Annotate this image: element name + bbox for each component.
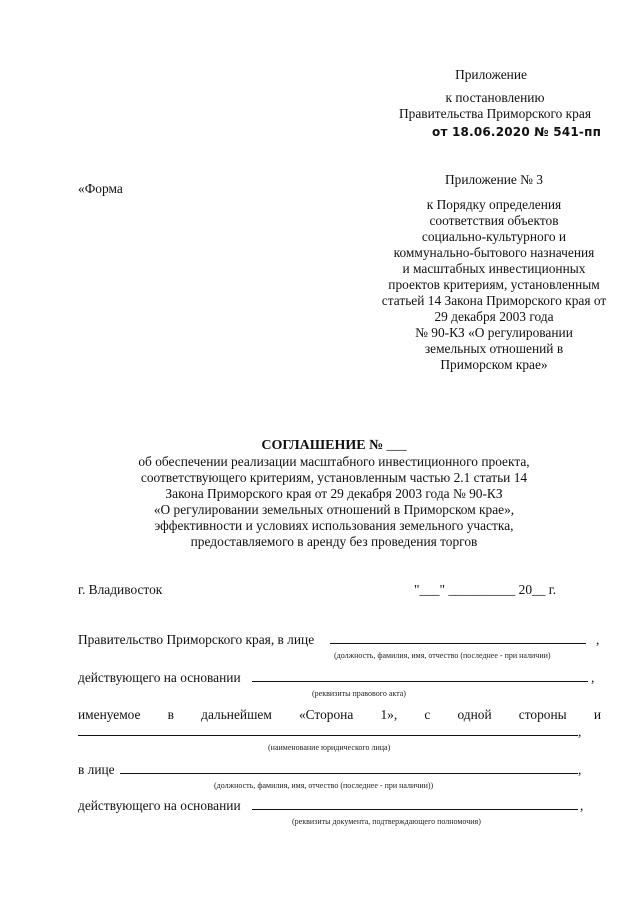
side-word: дальнейшем bbox=[201, 707, 272, 722]
side-word: стороны bbox=[518, 707, 567, 722]
appendix-title: Приложение bbox=[455, 67, 527, 82]
form-label: «Форма bbox=[78, 181, 123, 196]
appendix3-line: социально-культурного и bbox=[421, 229, 567, 244]
agreement-subtitle-line: предоставляемого в аренду без проведения торгов bbox=[190, 534, 478, 549]
side-word: и bbox=[593, 707, 601, 722]
organization-name-hint: (наименование юридического лица) bbox=[268, 743, 391, 752]
comma: , bbox=[578, 762, 582, 777]
side-word: с bbox=[424, 707, 431, 722]
appendix3-line: 29 декабря 2003 года bbox=[434, 309, 554, 324]
appendix3-title: Приложение № 3 bbox=[444, 172, 544, 187]
authority-document-field[interactable] bbox=[252, 809, 578, 810]
appendix3-line: статьей 14 Закона Приморского края от bbox=[381, 293, 607, 308]
appendix-header bbox=[380, 67, 610, 122]
side-word: именуемое bbox=[78, 707, 141, 722]
agreement-date: "___" __________ 20__ г. bbox=[414, 582, 557, 597]
legal-act-field[interactable] bbox=[252, 681, 588, 682]
comma: , bbox=[591, 670, 595, 685]
appendix-government-ref: Правительства Приморского края bbox=[399, 106, 591, 121]
appendix3-line: и масштабных инвестиционных bbox=[402, 261, 586, 276]
appendix3-line: № 90-КЗ «О регулировании bbox=[415, 325, 573, 340]
comma: , bbox=[596, 632, 600, 647]
agreement-subtitle-line: «О регулировании земельных отношений в Приморском крае», bbox=[153, 502, 515, 517]
appendix-resolution-ref: к постановлению bbox=[445, 90, 545, 105]
government-representative-hint: (должность, фамилия, имя, отчество (последнее - при наличии) bbox=[334, 651, 551, 660]
person-label: в лице bbox=[78, 762, 115, 777]
organization-name-field[interactable] bbox=[78, 735, 578, 736]
appendix3-line: соответствия объектов bbox=[429, 213, 559, 228]
agreement-subtitle-line: Закона Приморского края от 29 декабря 2003 года № 90-КЗ bbox=[165, 486, 503, 501]
appendix3-line: земельных отношений в bbox=[424, 341, 564, 356]
agreement-subtitle-line: об обеспечении реализации масштабного инвестиционного проекта, bbox=[138, 454, 530, 469]
appendix3-line: коммунально-бытового назначения bbox=[393, 245, 595, 260]
resolution-date-number-stamp: от 18.06.2020 № 541-пп bbox=[432, 125, 602, 139]
appendix3-line: Приморском крае» bbox=[440, 357, 548, 372]
side-word: одной bbox=[457, 707, 492, 722]
side-word: 1», bbox=[380, 707, 398, 722]
appendix3-line: к Порядку определения bbox=[426, 197, 562, 212]
side-one-line bbox=[78, 707, 601, 723]
appendix3-line: проектов критериям, установленным bbox=[388, 277, 600, 292]
agreement-number-blank: ___ bbox=[386, 437, 407, 452]
agreement-subtitle-line: эффективности и условиях использования земельного участка, bbox=[154, 518, 514, 533]
side-word: «Сторона bbox=[298, 707, 354, 722]
agreement-subtitle bbox=[100, 454, 568, 550]
comma: , bbox=[580, 798, 584, 813]
person-field[interactable] bbox=[120, 773, 578, 774]
government-representative-field[interactable] bbox=[330, 643, 586, 644]
legal-act-hint: (реквизиты правового акта) bbox=[312, 689, 406, 698]
government-label: Правительство Приморского края, в лице bbox=[78, 632, 315, 647]
city: г. Владивосток bbox=[78, 582, 163, 597]
basis-label: действующего на основании bbox=[78, 670, 241, 685]
comma: , bbox=[578, 724, 582, 739]
agreement-title: СОГЛАШЕНИЕ № bbox=[261, 438, 384, 453]
basis-label: действующего на основании bbox=[78, 798, 241, 813]
agreement-heading bbox=[0, 437, 640, 454]
agreement-subtitle-line: соответствующего критериям, установленным частью 2.1 статьи 14 bbox=[140, 470, 528, 485]
side-word: в bbox=[167, 707, 174, 722]
person-hint: (должность, фамилия, имя, отчество (последнее - при наличии)) bbox=[214, 781, 434, 790]
authority-document-hint: (реквизиты документа, подтверждающего полномочия) bbox=[292, 817, 481, 826]
appendix3-block bbox=[372, 172, 616, 373]
